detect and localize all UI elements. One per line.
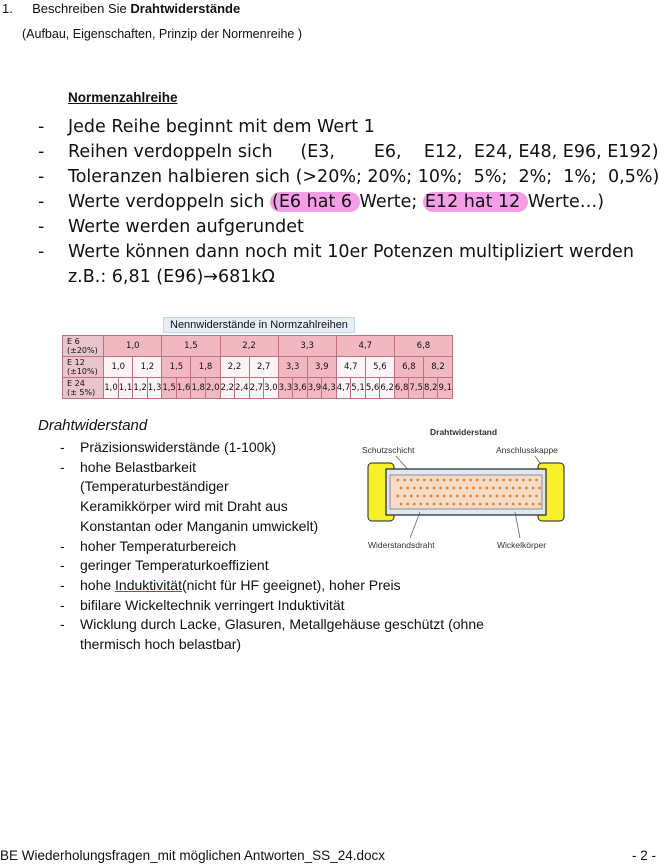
winding-dot — [492, 487, 495, 490]
question-prefix: Beschreiben Sie — [32, 1, 131, 16]
table-cell: 2,0 — [205, 378, 220, 399]
winding-dot — [532, 487, 535, 490]
winding-dot — [439, 487, 442, 490]
winding-dot — [525, 503, 528, 506]
table-cell: 8,2 — [423, 378, 438, 399]
table-cell: 2,2 — [220, 378, 235, 399]
list-item: - Werte verdoppeln sich (E6 hat 6 Werte; E12 hat 12 Werte…) — [38, 192, 605, 212]
winding-dot — [449, 479, 452, 482]
table-cell: 4,3 — [322, 378, 337, 399]
winding-dot — [400, 487, 403, 490]
series-label: E 6 — [67, 337, 80, 346]
list-item-text: Reihen verdoppeln sich (E3, E6, E12, E24, E48, E96, E192) — [68, 142, 659, 162]
winding-dot — [476, 495, 479, 498]
winding-dot — [479, 487, 482, 490]
winding-dot — [485, 503, 488, 506]
winding-dot — [452, 487, 455, 490]
winding-dot — [403, 495, 406, 498]
list-item-text: (Temperaturbeständiger — [80, 478, 229, 495]
table-cell: 6,8 — [394, 378, 409, 399]
table-cell: 3,3 — [278, 357, 307, 378]
question-bold-term: Drahtwiderstände — [130, 1, 241, 16]
list-item-text: Wicklung durch Lacke, Glasuren, Metallgehäuse geschützt (ohne — [80, 616, 484, 633]
winding-dot — [538, 487, 541, 490]
winding-dot — [518, 503, 521, 506]
table-cell: 4,7 — [336, 336, 394, 357]
winding-dot — [463, 479, 466, 482]
section-title-drahtwiderstand: Drahtwiderstand — [38, 417, 148, 434]
label-schutzschicht: Schutzschicht — [362, 445, 415, 455]
list-item: - Toleranzen halbieren sich (>20%; 20%; 10%; 5%; 2%; 1%; 0,5%) — [38, 167, 660, 187]
table-title: Nennwiderstände in Normzahlreihen — [163, 317, 355, 333]
table-cell: 5,1 — [351, 378, 366, 399]
table-cell: 1,8 — [191, 378, 206, 399]
highlight-e12: E12 hat 12 — [424, 192, 526, 212]
winding-dot — [499, 503, 502, 506]
label-anschlusskappe: Anschlusskappe — [496, 445, 558, 455]
winding-dot — [456, 495, 459, 498]
list-item: - hohe Belastbarkeit — [60, 458, 196, 475]
list-item-text: thermisch hoch belastbar) — [80, 636, 242, 653]
winding-dot — [400, 503, 403, 506]
list-item: - Werte werden aufgerundet — [38, 217, 304, 237]
winding-dot — [436, 495, 439, 498]
table-cell: 9,1 — [438, 378, 453, 399]
winding-dot — [502, 479, 505, 482]
table-cell: 6,8 — [394, 357, 423, 378]
winding-dot — [413, 503, 416, 506]
list-item-text: geringer Temperaturkoeffizient — [80, 557, 269, 574]
winding-dot — [472, 503, 475, 506]
list-item: - hoher Temperaturbereich — [60, 537, 237, 554]
leader-line — [410, 512, 420, 538]
winding-dot — [433, 487, 436, 490]
winding-dot — [459, 503, 462, 506]
table-cell: 8,2 — [423, 357, 452, 378]
winding-dot — [430, 479, 433, 482]
question-subtitle: (Aufbau, Eigenschaften, Prinzip der Normenreihe ) — [22, 27, 303, 41]
table-cell: 1,5 — [162, 336, 220, 357]
tolerance-label: (±10%) — [67, 367, 98, 376]
winding-dot — [436, 479, 439, 482]
list-item: - Präzisionswiderstände (1-100k) — [60, 439, 277, 455]
list-item: - Jede Reihe beginnt mit dem Wert 1 — [38, 117, 375, 137]
winding-dot — [512, 487, 515, 490]
list-item: - Reihen verdoppeln sich (E3, E6, E12, E24, E48, E96, E192) — [38, 142, 659, 162]
table-row — [63, 336, 453, 357]
winding-dot — [406, 487, 409, 490]
winding-dot — [403, 479, 406, 482]
table-cell: 3,9 — [307, 357, 336, 378]
winding-dot — [406, 503, 409, 506]
winding-dot — [479, 503, 482, 506]
table-cell: 1,5 — [162, 357, 191, 378]
winding-dot — [426, 503, 429, 506]
winding-dot — [469, 479, 472, 482]
series-label: E 24 — [67, 379, 85, 388]
list-item-text: Werte können dann noch mit 10er Potenzen multipliziert werden — [68, 242, 634, 262]
winding-dot — [522, 495, 525, 498]
table-cell: 5,6 — [365, 357, 394, 378]
list-item-text: Toleranzen halbieren sich (>20%; 20%; 10%; 5%; 2%; 1%; 0,5%) — [68, 167, 660, 187]
winding-dot — [512, 503, 515, 506]
table-cell: 1,0 — [104, 336, 162, 357]
table-cell: 1,1 — [118, 378, 133, 399]
winding-dot — [466, 503, 469, 506]
list-item-text: hohe Belastbarkeit — [80, 458, 196, 475]
table-cell: 1,2 — [133, 378, 148, 399]
winding-dot — [499, 487, 502, 490]
winding-dot — [509, 495, 512, 498]
winding-dot — [469, 495, 472, 498]
winding-dot — [423, 479, 426, 482]
winding-dot — [515, 479, 518, 482]
winding-dot — [502, 495, 505, 498]
winding-dot — [459, 487, 462, 490]
tolerance-label: (± 5%) — [67, 388, 96, 397]
winding-dot — [413, 487, 416, 490]
list-item-text: Präzisionswiderstände (1-100k) — [80, 439, 277, 455]
winding-dot — [476, 479, 479, 482]
winding-dot — [397, 479, 400, 482]
list-item-text: Konstantan oder Manganin umwickelt) — [80, 517, 319, 534]
winding-dot — [449, 495, 452, 498]
list-item-text: Keramikkörper wird mit Draht aus — [80, 498, 288, 515]
winding-dot — [496, 495, 499, 498]
list-item-text: hoher Temperaturbereich — [80, 537, 237, 554]
footer-filename: BE Wiederholungsfragen_mit möglichen Antworten_SS_24.docx — [0, 848, 385, 863]
winding-dot — [489, 495, 492, 498]
winding-dot — [518, 487, 521, 490]
table-cell: 3,3 — [278, 378, 293, 399]
winding-dot — [416, 479, 419, 482]
normreihen-table — [62, 335, 453, 399]
table-cell: 6,2 — [380, 378, 395, 399]
list-item: - Werte können dann noch mit 10er Potenzen multipliziert werden — [38, 242, 634, 262]
section-title-normenzahlreihe: Normenzahlreihe — [68, 90, 178, 105]
list-item-text: bifilare Wickeltechnik verringert Induktivität — [80, 596, 345, 613]
row-header — [63, 336, 104, 357]
table-cell: 1,5 — [162, 378, 177, 399]
winding-dot — [456, 479, 459, 482]
winding-dot — [522, 479, 525, 482]
table-cell: 7,5 — [409, 378, 424, 399]
list-item: - bifilare Wickeltechnik verringert Induktivität — [60, 596, 345, 613]
table-cell: 2,4 — [235, 378, 250, 399]
table-cell: 3,0 — [264, 378, 279, 399]
winding-dot — [446, 487, 449, 490]
footer-page-number: - 2 - — [631, 848, 656, 863]
normenzahlreihe-list — [38, 115, 660, 290]
leader-line — [515, 512, 520, 538]
winding-dot — [492, 503, 495, 506]
table-row — [63, 378, 453, 399]
winding-dot — [416, 495, 419, 498]
winding-dot — [529, 495, 532, 498]
table-cell: 1,3 — [147, 378, 162, 399]
winding-dot — [466, 487, 469, 490]
winding-dot — [452, 503, 455, 506]
winding-dot — [529, 479, 532, 482]
table-cell: 1,0 — [104, 357, 133, 378]
winding-dot — [443, 479, 446, 482]
winding-dot — [496, 479, 499, 482]
winding-dot — [509, 479, 512, 482]
table-cell: 5,6 — [365, 378, 380, 399]
table-cell: 2,7 — [249, 378, 264, 399]
list-item-text: Werte verdoppeln sich — [68, 192, 271, 212]
row-header — [63, 378, 104, 399]
table-cell: 4,7 — [336, 357, 365, 378]
winding-dot — [439, 503, 442, 506]
label-widerstandsdraht: Widerstandsdraht — [368, 540, 435, 550]
table-cell: 1,8 — [191, 357, 220, 378]
winding-dot — [532, 503, 535, 506]
label-wickelkoerper: Wickelkörper — [497, 540, 547, 550]
table-cell: 1,6 — [176, 378, 191, 399]
table-cell: 3,9 — [307, 378, 322, 399]
winding-dot — [419, 503, 422, 506]
winding-dot — [535, 479, 538, 482]
list-item: - hohe Induktivität(nicht für HF geeignet), hoher Preis — [60, 576, 401, 593]
normreihen-table-wrap — [62, 335, 453, 399]
winding-dot — [430, 495, 433, 498]
winding-dot — [482, 495, 485, 498]
table-row — [63, 357, 453, 378]
winding-dot — [410, 495, 413, 498]
list-item-text: Jede Reihe beginnt mit dem Wert 1 — [68, 117, 375, 137]
diagram-title: Drahtwiderstand — [430, 427, 498, 437]
winding-dot — [535, 495, 538, 498]
winding-dot — [410, 479, 413, 482]
winding-dot — [426, 487, 429, 490]
table-cell: 1,0 — [104, 378, 119, 399]
table-cell: 3,6 — [293, 378, 308, 399]
winding-dot — [505, 503, 508, 506]
winding-dot — [515, 495, 518, 498]
list-item-text: (nicht für HF geeignet), hoher Preis — [181, 576, 401, 593]
highlight-e6: (E6 hat 6 — [272, 192, 358, 212]
question-heading — [2, 1, 240, 16]
example-text: z.B.: 6,81 (E96)→681kΩ — [68, 267, 275, 287]
table-cell: 1,2 — [133, 357, 162, 378]
row-header — [63, 357, 104, 378]
winding-dot — [482, 479, 485, 482]
winding-dot — [433, 503, 436, 506]
table-cell: 3,3 — [278, 336, 336, 357]
table-cell: 6,8 — [394, 336, 452, 357]
winding-dot — [446, 503, 449, 506]
winding-dot — [419, 487, 422, 490]
table-cell: 2,2 — [220, 357, 249, 378]
winding-dot — [472, 487, 475, 490]
winding-dot — [525, 487, 528, 490]
list-item-text: Werte werden aufgerundet — [68, 217, 304, 237]
winding-dot — [443, 495, 446, 498]
list-item-text: Werte; — [359, 192, 423, 212]
list-item: - geringer Temperaturkoeffizient — [60, 557, 269, 574]
winding-dot — [463, 495, 466, 498]
winding-dot — [485, 487, 488, 490]
table-cell: 4,7 — [336, 378, 351, 399]
list-item: - Wicklung durch Lacke, Glasuren, Metallgehäuse geschützt (ohne — [60, 616, 484, 633]
table-cell: 2,7 — [249, 357, 278, 378]
tolerance-label: (±20%) — [67, 346, 98, 355]
list-item-continuation — [60, 635, 530, 655]
underlined-term: Induktivität — [115, 576, 182, 593]
list-item-text: hohe — [80, 576, 116, 593]
winding-dot — [505, 487, 508, 490]
winding-dot — [538, 503, 541, 506]
series-label: E 12 — [67, 358, 85, 367]
table-cell: 2,2 — [220, 336, 278, 357]
question-number: 1. — [2, 1, 13, 16]
winding-dot — [397, 495, 400, 498]
winding-dot — [423, 495, 426, 498]
winding-dot — [489, 479, 492, 482]
list-item-example — [38, 265, 648, 290]
drahtwiderstand-diagram — [350, 420, 590, 555]
list-item-text: Werte…) — [527, 192, 605, 212]
